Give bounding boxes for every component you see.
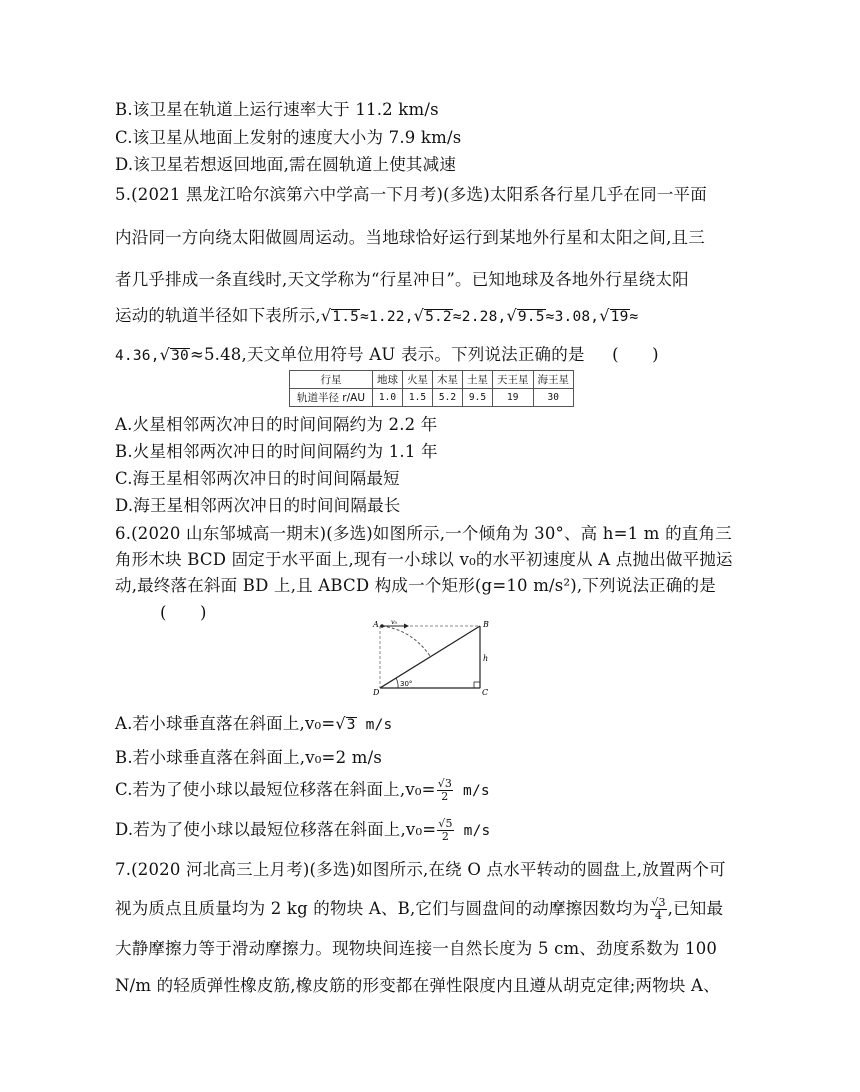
fraction-denominator: 4 [654,909,663,922]
fraction [437,778,453,802]
q5-radicand-4: 19 [610,309,629,325]
sqrt-symbol: √ [506,306,517,325]
q5-radicand-2: 5.2 [425,309,452,325]
table-row-label: 轨道半径 r/AU [290,389,373,407]
table-row [290,389,574,407]
q7-stem-line-3: 大静摩擦力等于滑动摩擦力。现物块间连接一自然长度为 5 cm、劲度系数为 100 [115,939,718,958]
table-cell: 5.2 [433,389,463,407]
sqrt-symbol: √ [335,714,346,733]
q5-stem-line-5 [115,341,659,365]
table-cell: 19 [493,389,534,407]
table-header-cell: 海王星 [533,371,574,389]
table-header-cell: 天王星 [493,371,534,389]
q5-approx-1: ≈1.22, [360,309,414,325]
q5-line4-text: 运动的轨道半径如下表所示, [115,306,321,325]
ball-point [380,624,384,628]
q5-line5-value: 4.36, [115,348,160,364]
q4-option-b: B.该卫星在轨道上运行速率大于 11.2 km/s [115,100,439,119]
fraction-denominator: 2 [441,830,450,843]
table-header-cell: 火星 [403,371,433,389]
arrow-head-icon [404,624,409,629]
trajectory-curve [382,626,430,656]
q5-stem-line-1: 5.(2021 黑龙江哈尔滨第六中学高一下月考)(多选)太阳系各行星几乎在同一平面 [115,185,707,204]
q6-option-a-radicand: 3 [346,717,356,733]
q6-option-d-text: D.若为了使小球以最短位移落在斜面上,v₀= [115,820,437,839]
q5-answer-paren: ( ) [612,345,659,364]
table-row [290,371,574,389]
label-c: C [482,688,489,696]
q5-stem-line-4 [115,302,638,326]
q5-radicand-1: 1.5 [332,309,360,325]
angle-arc [396,678,398,688]
sqrt-symbol: √ [159,345,171,364]
q6-stem-line-1: 6.(2020 山东邹城高一期末)(多选)如图所示,一个倾角为 30°、高 h=1 m 的直角三 [115,524,732,543]
q5-stem-line-3: 者几乎排成一条直线时,天文学称为“行星冲日”。已知地球及各地外行星绕太阳 [115,270,689,289]
table-header-cell: 行星 [290,371,373,389]
label-d: D [373,688,380,696]
q6-option-d [115,816,490,843]
q6-option-c [115,776,490,803]
fraction [650,897,666,921]
q5-approx-2: ≈2.28, [452,309,507,325]
q6-option-a [115,710,392,734]
fraction-numerator: √3 [437,777,453,791]
q6-option-d-unit: m/s [454,823,491,839]
q5-option-b: B.火星相邻两次冲日的时间间隔约为 1.1 年 [115,442,438,461]
q5-approx-3: ≈3.08, [545,309,600,325]
q5-radicand-5: 30 [171,348,189,364]
label-angle: 30° [400,680,413,688]
q6-stem-line-3: 动,最终落在斜面 BD 上,且 ABCD 构成一个矩形(g=10 m/s²),下列说法正确的是 [115,576,716,595]
label-a: A [373,620,379,629]
q6-stem-line-2: 角形木块 BCD 固定于水平面上,现有一小球以 v₀的水平初速度从 A 点抛出做平抛运 [115,550,733,569]
fraction-numerator: √5 [438,817,453,831]
q7-line2-text: 视为质点且质量均为 2 kg 的物块 A、B,它们与圆盘间的动摩擦因数均为 [115,899,650,918]
q4-option-d: D.该卫星若想返回地面,需在圆轨道上使其减速 [115,155,457,174]
table-cell: 1.0 [373,389,403,407]
q7-stem-line-2 [115,895,723,922]
sqrt-symbol: √ [413,306,425,325]
table-cell: 9.5 [463,389,493,407]
q7-line2-tail: ,已知最 [667,899,724,918]
right-angle-mark [474,682,480,688]
q4-option-c: C.该卫星从地面上发射的速度大小为 7.9 km/s [115,128,462,147]
fraction-numerator: √3 [651,896,666,910]
q6-option-a-text: A.若小球垂直落在斜面上,v₀= [115,714,336,733]
q5-approx-4: ≈ [629,309,639,325]
sqrt-symbol: √ [320,306,332,325]
fraction-denominator: 2 [441,790,449,803]
q5-option-d: D.海王星相邻两次冲日的时间间隔最长 [115,496,401,515]
table-header-cell: 土星 [463,371,493,389]
q5-radicand-3: 9.5 [517,309,545,325]
table-cell: 30 [533,389,574,407]
q5-stem-line-2: 内沿同一方向绕太阳做圆周运动。当地球恰好运行到某地外行星和太阳之间,且三 [115,228,705,247]
table-cell: 1.5 [403,389,433,407]
q5-line5-text: ≈5.48,天文单位用符号 AU 表示。下列说法正确的是 [189,345,585,364]
q7-stem-line-4: N/m 的轻质弹性橡皮筋,橡皮筋的形变都在弹性限度内且遵从胡克定律;两物块 A、 [115,976,720,995]
label-v0: v₀ [391,618,398,626]
table-header-cell: 木星 [433,371,463,389]
fraction [437,818,453,842]
label-b: B [483,620,489,629]
q6-option-b: B.若小球垂直落在斜面上,v₀=2 m/s [115,748,382,767]
q5-option-a: A.火星相邻两次冲日的时间间隔约为 2.2 年 [115,415,438,434]
q6-option-c-unit: m/s [454,783,490,799]
planet-orbit-table [289,370,574,407]
incline-projectile-figure [372,616,492,696]
sqrt-symbol: √ [599,306,610,325]
q6-option-c-text: C.若为了使小球以最短位移落在斜面上,v₀= [115,780,436,799]
q6-answer-paren: ( ) [160,603,207,622]
q7-stem-line-1: 7.(2020 河北高三上月考)(多选)如图所示,在绕 O 点水平转动的圆盘上,放置两个可 [115,860,726,879]
label-h: h [483,654,489,663]
incline-bd [380,626,480,688]
q6-option-a-unit: m/s [356,717,393,733]
q5-option-c: C.海王星相邻两次冲日的时间间隔最短 [115,469,400,488]
table-header-cell: 地球 [373,371,403,389]
